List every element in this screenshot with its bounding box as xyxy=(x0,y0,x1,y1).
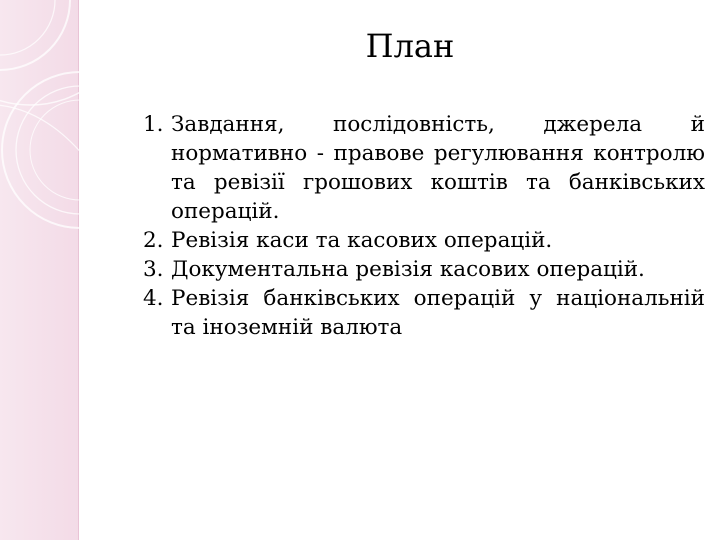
item-number: 2. xyxy=(143,228,164,253)
item-text: Документальна ревізія касових операцій. xyxy=(171,257,645,282)
item-text: Завдання, послідовність, джерела й нормативно - правове регулювання контролю та ревізії грошових коштів та банківських операцій. xyxy=(171,112,705,224)
item-number: 1. xyxy=(143,112,164,137)
item-text: Ревізія банківських операцій у національній та іноземній валюта xyxy=(171,286,705,340)
item-number: 3. xyxy=(143,257,164,282)
list-item xyxy=(143,110,705,226)
item-text: Ревізія каси та касових операцій. xyxy=(171,228,553,253)
list-item xyxy=(143,284,705,342)
item-number: 4. xyxy=(143,286,164,311)
plan-list xyxy=(143,110,705,342)
list-item xyxy=(143,255,705,284)
list-item xyxy=(143,226,705,255)
slide-title: План xyxy=(365,27,455,65)
